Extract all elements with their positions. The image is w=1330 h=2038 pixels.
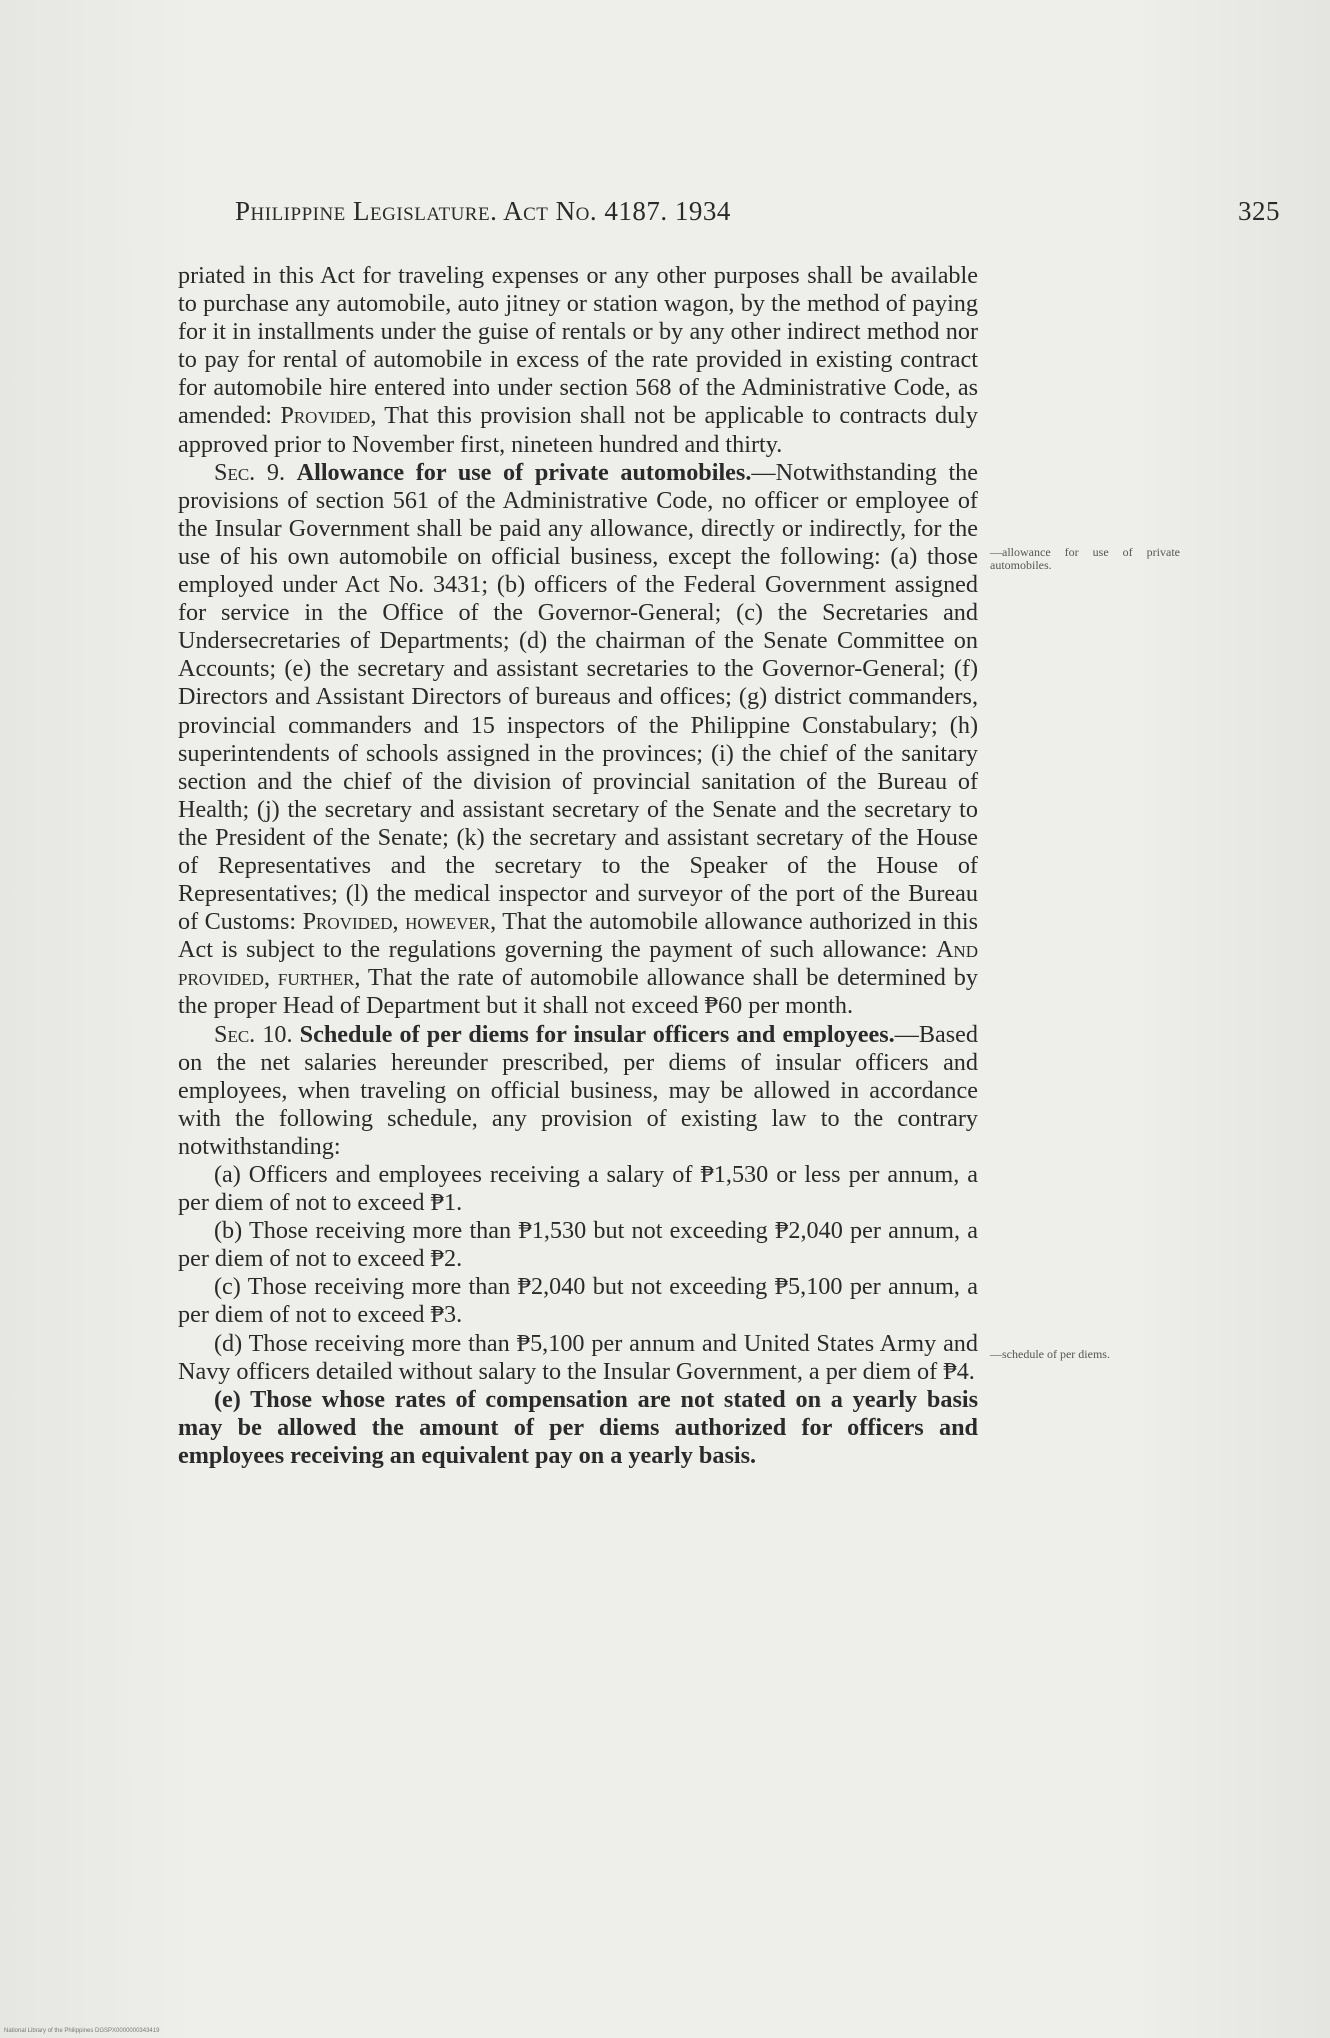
marginal-note-per-diems: —schedule of per diems.: [990, 1347, 1110, 1361]
scan-credit: National Library of the Philippines DGSPX0000000343419: [4, 2028, 160, 2034]
section-text: —Notwithstanding the provisions of section 561 of the Administrative Code, no officer or employee of the Insular Government shall be paid any allowance, directly or indirectly, for the use of his own automobile on official business, except the following: (a) those employed under Act No. 3431; (b) officers of the Federal Government assigned for service in the Office of the Governor-General; (c) the Secretaries and Undersecretaries of Departments; (d) the chairman of the Senate Committee on Accounts; (e) the secretary and assistant secretaries to the Governor-General; (f) Directors and Assistant Directors of bureaus and offices; (g) district commanders, provincial commanders and 15 inspectors of the Philippine Constabulary; (h) superintendents of schools assigned in the provinces; (i) the chief of the sanitary section and the chief of the division of provincial sanitation of the Bureau of Health; (j) the secretary and assistant secretary of the Senate and the secretary to the President of the Senate; (k) the secretary and assistant secretary of the House of Representatives and the secretary to the Speaker of the House of Representatives; (l) the medical inspector and surveyor of the port of the Bureau of Customs:: [178, 458, 978, 936]
section-text: , That the rate of automobile allowance shall be determined by the proper Head of Department but it shall not exceed ₱60 per month.: [178, 964, 978, 1020]
section-text: —Based on the net salaries hereunder prescribed, per diems of insular officers and employees, when traveling on official business, may be allowed in accordance with the following schedule, any provision of existing law to the contrary notwithstanding:: [178, 1020, 978, 1160]
section-9: [178, 459, 978, 1021]
paragraph-text: , That this provision shall not be applicable to contracts duly approved prior to November first, nineteen hundred and thirty.: [178, 402, 978, 458]
paragraph-text: priated in this Act for traveling expenses or any other purposes shall be available to purchase any automobile, auto jitney or station wagon, by the method of paying for it in installments under the guise of rentals or by any other indirect method nor to pay for rental of automobile in excess of the rate provided in existing contract for automobile hire entered into under section 568 of the Administrative Code, as amended:: [178, 262, 978, 430]
section-10: [178, 1021, 978, 1161]
marginal-note-allowance: —allowance for use of private automobiles.: [990, 545, 1180, 572]
running-head: [235, 196, 1280, 232]
body-text: [178, 262, 978, 1470]
schedule-item-b: (b) Those receiving more than ₱1,530 but not exceeding ₱2,040 per annum, a per diem of not to exceed ₱2.: [178, 1217, 978, 1273]
page-number: 325: [1238, 196, 1280, 226]
section-label: Sec. 10.: [214, 1020, 300, 1048]
proviso-label: Provided, however: [302, 908, 491, 936]
schedule-item-e: (e) Those whose rates of compensation are not stated on a yearly basis may be allowed the amount of per diems authorized for officers and employees receiving an equivalent pay on a yearly basis.: [178, 1385, 978, 1469]
section-heading: Schedule of per diems for insular officers and employees.: [299, 1020, 895, 1048]
proviso-label: Provided: [280, 402, 371, 430]
schedule-item-d: (d) Those receiving more than ₱5,100 per annum and United States Army and Navy officers detailed without salary to the Insular Government, a per diem of ₱4.: [178, 1329, 978, 1385]
section-heading: Allowance for use of private automobiles.: [296, 458, 752, 486]
section-label: Sec. 9.: [214, 458, 297, 486]
running-head-title: Philippine Legislature. Act No. 4187. 1934: [235, 196, 731, 226]
paragraph-continuation: [178, 262, 978, 459]
section-text: , That the automobile allowance authorized in this Act is subject to the regulations governing the payment of such allowance:: [178, 908, 978, 964]
proviso-label: And provided, further: [178, 936, 978, 992]
schedule-item-c: (c) Those receiving more than ₱2,040 but not exceeding ₱5,100 per annum, a per diem of not to exceed ₱3.: [178, 1273, 978, 1329]
schedule-item-a: (a) Officers and employees receiving a salary of ₱1,530 or less per annum, a per diem of not to exceed ₱1.: [178, 1161, 978, 1217]
